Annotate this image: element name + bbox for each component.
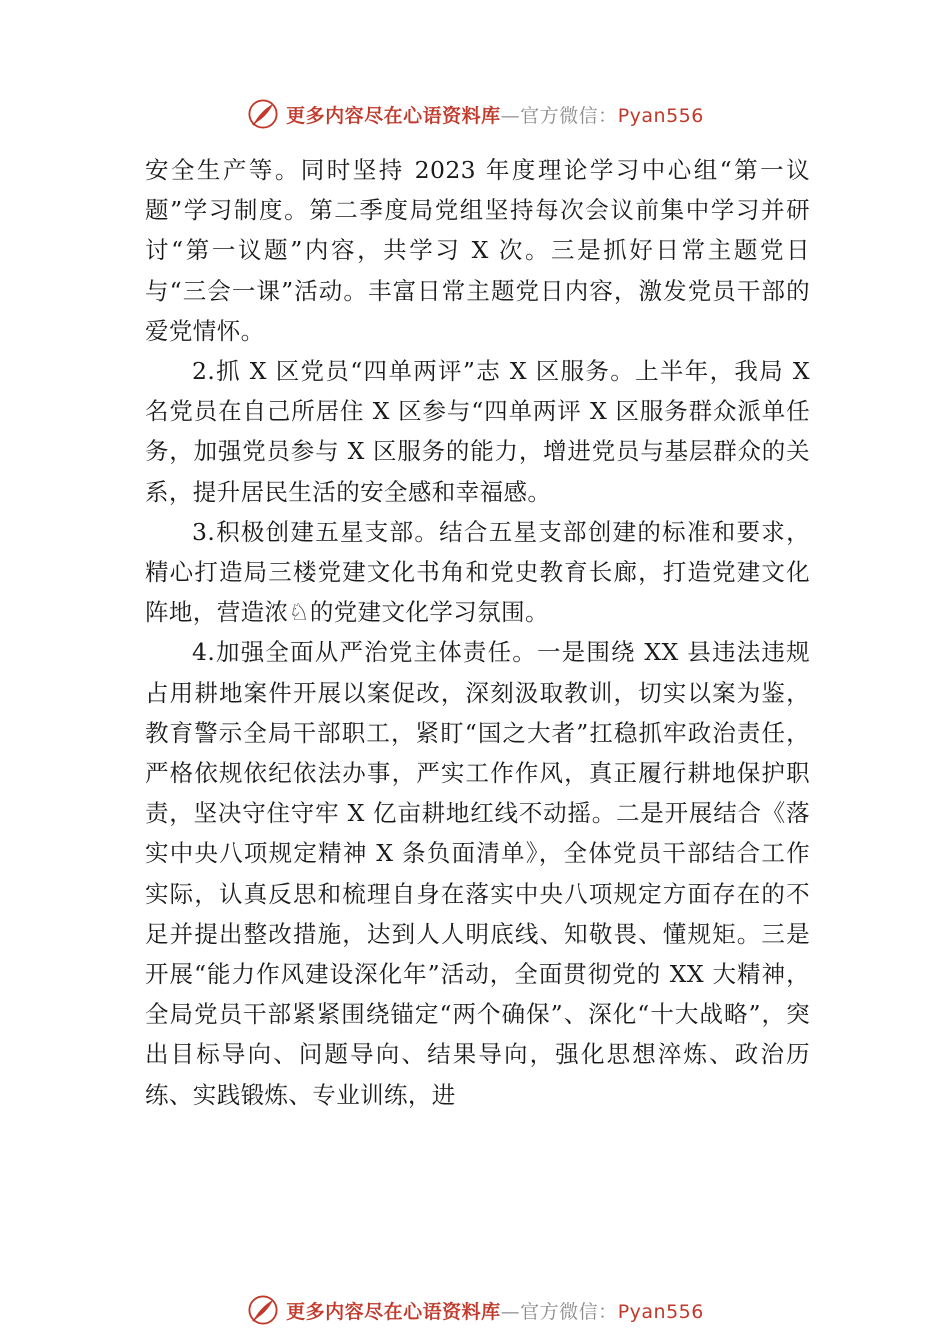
watermark-dash: — bbox=[500, 104, 521, 127]
watermark-dash: — bbox=[500, 1300, 521, 1323]
paragraph-3: 3.积极创建五星支部。结合五星支部创建的标准和要求，精心打造局三楼党建文化书角和党史教育长廊，打造党建文化阵地，营造浓♘的党建文化学习氛围。 bbox=[145, 517, 810, 627]
header-watermark bbox=[0, 94, 950, 134]
paragraph-2: 2.抓 X 区党员“四单两评”志 X 区服务。上半年，我局 X 名党员在自己所居住 X 区参与“四单两评 X 区服务群众派单任务，加强党员参与 X 区服务的能力，增进党员与基层群众的关系，提升居民生活的安全感和幸福感。 bbox=[145, 357, 810, 506]
quill-logo-icon bbox=[246, 1293, 280, 1327]
watermark-brand: 更多内容尽在心语资料库 bbox=[286, 1300, 501, 1323]
paragraph-4: 4.加强全面从严治党主体责任。一是围绕 XX 县违法违规占用耕地案件开展以案促改，深刻汲取教训，切实以案为鉴，教育警示全局干部职工，紧盯“国之大者”扛稳抓牢政治责任，严格依规依纪依法办事，严实工作作风，真正履行耕地保护职责，坚决守住守牢 X 亿亩耕地红线不动摇。二是开展结合《落实中央八项规定精神 X 条负面清单》，全体党员干部结合工作实际，认真反思和梳理自身在落实中央八项规定方面存在的不足并提出整改措施，达到人人明底线、知敬畏、懂规矩。三是开展“能力作风建设深化年”活动，全面贯彻党的 XX 大精神，全局党员干部紧紧围绕锚定“两个确保”、深化“十大战略”，突出目标导向、问题导向、结果导向，强化思想淬炼、政治历练、实践锻炼、专业训练，进 bbox=[145, 638, 810, 1109]
watermark-official: 官方微信： bbox=[520, 104, 618, 127]
watermark-official: 官方微信： bbox=[520, 1300, 618, 1323]
watermark-wechat-id: Pyan556 bbox=[617, 104, 704, 127]
watermark-brand: 更多内容尽在心语资料库 bbox=[286, 104, 501, 127]
watermark-wechat-id: Pyan556 bbox=[617, 1300, 704, 1323]
quill-logo-icon bbox=[246, 97, 280, 131]
document-body bbox=[145, 150, 810, 1115]
paragraph-1: 安全生产等。同时坚持 2023 年度理论学习中心组“第一议题”学习制度。第二季度局党组坚持每次会议前集中学习并研讨“第一议题”内容，共学习 X 次。三是抓好日常主题党日与“三会一课”活动。丰富日常主题党日内容，激发党员干部的爱党情怀。 bbox=[145, 156, 810, 345]
footer-watermark bbox=[0, 1290, 950, 1330]
